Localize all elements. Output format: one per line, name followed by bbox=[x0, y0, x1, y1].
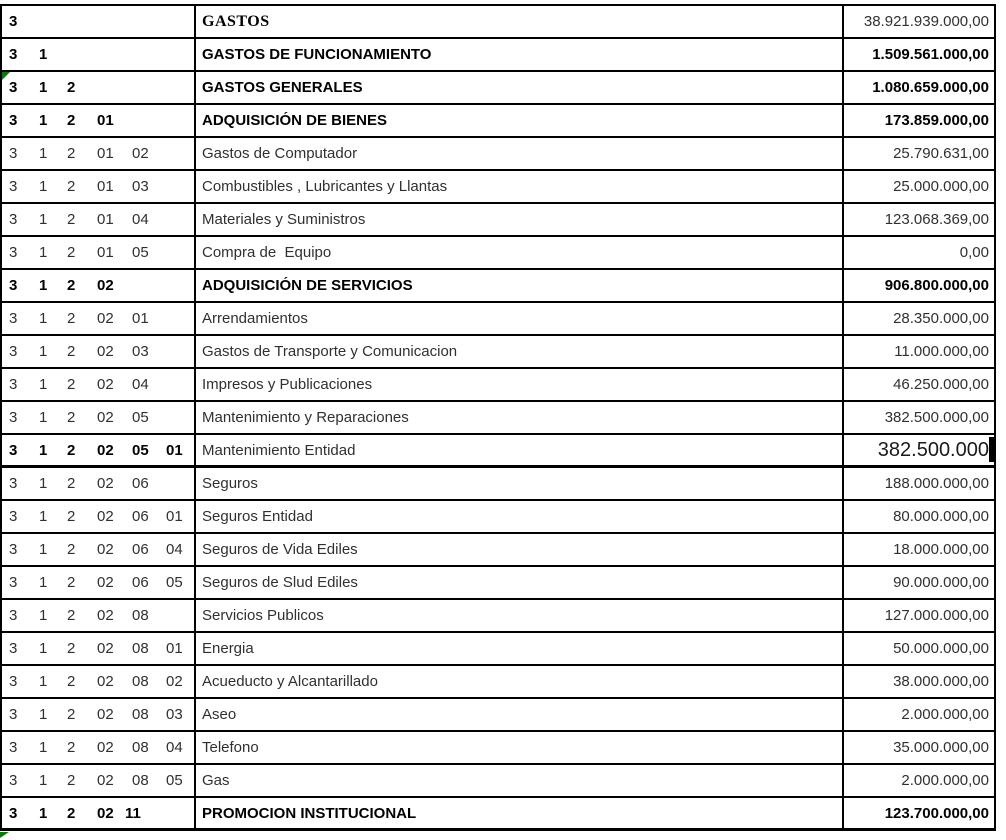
description-text: Telefono bbox=[202, 739, 259, 756]
code-segment: 1 bbox=[39, 673, 48, 690]
partial-next-row bbox=[0, 831, 992, 840]
code-segment: 06 bbox=[132, 475, 149, 492]
table-row bbox=[2, 765, 994, 798]
description-cell[interactable] bbox=[196, 600, 844, 631]
amount-text: 80.000.000,00 bbox=[893, 508, 989, 525]
code-segment: 02 bbox=[97, 409, 114, 426]
description-cell[interactable] bbox=[196, 435, 844, 465]
description-text: Combustibles , Lubricantes y Llantas bbox=[202, 178, 448, 195]
code-segment: 2 bbox=[67, 706, 76, 723]
description-text: ADQUISICIÓN DE SERVICIOS bbox=[202, 277, 413, 294]
description-cell[interactable] bbox=[196, 237, 844, 268]
code-segment: 02 bbox=[97, 541, 114, 558]
amount-cell[interactable] bbox=[844, 567, 994, 598]
code-segment: 2 bbox=[67, 475, 76, 492]
budget-table bbox=[0, 4, 996, 831]
code-segment: 02 bbox=[166, 673, 183, 690]
amount-text: 38.000.000,00 bbox=[893, 673, 989, 690]
code-segment: 3 bbox=[9, 277, 18, 294]
code-segment: 2 bbox=[67, 673, 76, 690]
code-segment: 01 bbox=[97, 244, 114, 261]
code-segment: 02 bbox=[97, 343, 114, 360]
code-segment: 1 bbox=[39, 772, 48, 789]
description-text: Mantenimiento Entidad bbox=[202, 441, 356, 459]
code-segment: 1 bbox=[39, 310, 48, 327]
code-segment: 02 bbox=[97, 607, 114, 624]
code-cell[interactable] bbox=[2, 501, 196, 532]
code-cell[interactable] bbox=[2, 435, 196, 465]
code-cell[interactable] bbox=[2, 204, 196, 235]
table-row bbox=[2, 369, 994, 402]
code-segment: 1 bbox=[39, 739, 48, 756]
description-text: Gastos de Transporte y Comunicacion bbox=[202, 343, 458, 360]
code-segment: 04 bbox=[166, 541, 183, 558]
code-segment: 2 bbox=[67, 409, 76, 426]
code-segment: 03 bbox=[132, 343, 149, 360]
code-cell[interactable] bbox=[2, 270, 196, 301]
code-cell[interactable] bbox=[2, 765, 196, 796]
code-segment: 3 bbox=[9, 541, 18, 558]
table-row bbox=[2, 468, 994, 501]
amount-text: 46.250.000,00 bbox=[893, 376, 989, 393]
code-segment: 3 bbox=[9, 13, 18, 30]
text-caret bbox=[989, 437, 994, 462]
description-text: Seguros de Slud Ediles bbox=[202, 574, 358, 591]
code-segment: 1 bbox=[39, 277, 48, 294]
amount-text: 2.000.000,00 bbox=[901, 706, 989, 723]
amount-cell[interactable] bbox=[844, 204, 994, 235]
code-cell[interactable] bbox=[2, 336, 196, 367]
code-segment: 2 bbox=[67, 112, 76, 129]
description-cell[interactable] bbox=[196, 534, 844, 565]
table-row bbox=[2, 699, 994, 732]
description-cell[interactable] bbox=[196, 72, 844, 103]
description-text: Mantenimiento y Reparaciones bbox=[202, 409, 409, 426]
amount-cell[interactable] bbox=[844, 270, 994, 301]
table-row bbox=[2, 303, 994, 336]
code-segment: 01 bbox=[166, 441, 183, 459]
table-row bbox=[2, 105, 994, 138]
code-segment: 02 bbox=[97, 475, 114, 492]
amount-text: 25.000.000,00 bbox=[893, 178, 989, 195]
description-text: Acueducto y Alcantarillado bbox=[202, 673, 378, 690]
code-segment: 02 bbox=[97, 310, 114, 327]
code-segment: 02 bbox=[97, 441, 114, 459]
code-segment: 3 bbox=[9, 574, 18, 591]
amount-cell[interactable] bbox=[844, 369, 994, 400]
description-cell[interactable] bbox=[196, 699, 844, 730]
amount-cell[interactable] bbox=[844, 600, 994, 631]
code-segment: 3 bbox=[9, 804, 18, 822]
code-segment: 11 bbox=[125, 804, 141, 822]
amount-text: 0,00 bbox=[959, 244, 989, 261]
amount-text: 11.000.000,00 bbox=[894, 343, 989, 360]
amount-text: 188.000.000,00 bbox=[884, 475, 989, 492]
amount-cell[interactable] bbox=[844, 39, 994, 70]
amount-cell[interactable] bbox=[844, 699, 994, 730]
code-segment: 2 bbox=[67, 739, 76, 756]
code-cell[interactable] bbox=[2, 369, 196, 400]
description-cell[interactable] bbox=[196, 303, 844, 334]
code-segment: 2 bbox=[67, 541, 76, 558]
amount-cell[interactable] bbox=[844, 171, 994, 202]
description-cell[interactable] bbox=[196, 468, 844, 499]
amount-text: 123.700.000,00 bbox=[884, 804, 989, 822]
amount-text: 90.000.000,00 bbox=[893, 574, 989, 591]
amount-cell[interactable] bbox=[844, 138, 994, 169]
amount-text: 382.500.000 bbox=[877, 438, 989, 461]
code-segment: 1 bbox=[39, 145, 48, 162]
code-segment: 3 bbox=[9, 640, 18, 657]
description-cell[interactable] bbox=[196, 765, 844, 796]
table-row bbox=[2, 435, 994, 468]
table-row bbox=[2, 633, 994, 666]
code-segment: 1 bbox=[39, 112, 48, 129]
description-text: Impresos y Publicaciones bbox=[202, 376, 373, 393]
code-segment: 1 bbox=[39, 804, 48, 822]
amount-cell[interactable] bbox=[844, 402, 994, 433]
amount-cell[interactable] bbox=[844, 666, 994, 697]
code-cell[interactable] bbox=[2, 39, 196, 70]
amount-text: 173.859.000,00 bbox=[884, 112, 989, 129]
table-row bbox=[2, 666, 994, 699]
code-segment: 08 bbox=[132, 607, 149, 624]
code-cell[interactable] bbox=[2, 237, 196, 268]
code-segment: 2 bbox=[67, 277, 76, 294]
code-cell[interactable] bbox=[2, 699, 196, 730]
code-cell[interactable] bbox=[2, 666, 196, 697]
code-cell[interactable] bbox=[2, 600, 196, 631]
table-row bbox=[2, 72, 994, 105]
code-cell[interactable] bbox=[2, 798, 196, 828]
table-row bbox=[2, 39, 994, 72]
description-text: GASTOS bbox=[202, 12, 270, 30]
code-cell[interactable] bbox=[2, 138, 196, 169]
code-segment: 3 bbox=[9, 673, 18, 690]
description-cell[interactable] bbox=[196, 666, 844, 697]
amount-text: 35.000.000,00 bbox=[893, 739, 989, 756]
code-segment: 06 bbox=[132, 574, 149, 591]
code-segment: 3 bbox=[9, 441, 18, 459]
code-segment: 3 bbox=[9, 376, 18, 393]
code-segment: 05 bbox=[166, 574, 183, 591]
code-segment: 02 bbox=[97, 673, 114, 690]
code-segment: 2 bbox=[67, 343, 76, 360]
code-segment: 01 bbox=[132, 310, 149, 327]
code-segment: 04 bbox=[132, 211, 149, 228]
amount-cell[interactable] bbox=[844, 6, 994, 37]
code-segment: 08 bbox=[132, 640, 149, 657]
description-cell[interactable] bbox=[196, 732, 844, 763]
code-segment: 03 bbox=[166, 706, 183, 723]
table-row bbox=[2, 732, 994, 765]
code-segment: 3 bbox=[9, 409, 18, 426]
code-cell[interactable] bbox=[2, 72, 196, 103]
code-segment: 1 bbox=[39, 79, 48, 96]
code-segment: 02 bbox=[97, 640, 114, 657]
table-row bbox=[2, 204, 994, 237]
amount-cell[interactable] bbox=[844, 765, 994, 796]
amount-cell[interactable] bbox=[844, 105, 994, 136]
code-segment: 3 bbox=[9, 244, 18, 261]
description-text: Seguros de Vida Ediles bbox=[202, 541, 358, 558]
code-segment: 3 bbox=[9, 739, 18, 756]
code-segment: 2 bbox=[67, 804, 76, 822]
amount-text: 25.790.631,00 bbox=[893, 145, 989, 162]
table-row bbox=[2, 600, 994, 633]
code-segment: 1 bbox=[39, 178, 48, 195]
code-segment: 08 bbox=[132, 772, 149, 789]
code-segment: 08 bbox=[132, 706, 149, 723]
description-cell[interactable] bbox=[196, 171, 844, 202]
description-cell[interactable] bbox=[196, 402, 844, 433]
description-text: Gas bbox=[202, 772, 230, 789]
code-segment: 05 bbox=[166, 772, 183, 789]
code-segment: 2 bbox=[67, 640, 76, 657]
amount-cell[interactable] bbox=[844, 468, 994, 499]
code-segment: 02 bbox=[97, 804, 114, 822]
amount-cell[interactable] bbox=[844, 633, 994, 664]
amount-cell[interactable] bbox=[844, 534, 994, 565]
table-row bbox=[2, 501, 994, 534]
code-segment: 3 bbox=[9, 46, 18, 63]
code-segment: 2 bbox=[67, 211, 76, 228]
amount-text: 123.068.369,00 bbox=[884, 211, 989, 228]
code-cell[interactable] bbox=[2, 567, 196, 598]
code-segment: 3 bbox=[9, 145, 18, 162]
description-text: Energia bbox=[202, 640, 254, 657]
amount-text: 1.080.659.000,00 bbox=[872, 79, 989, 96]
description-cell[interactable] bbox=[196, 369, 844, 400]
description-cell[interactable] bbox=[196, 567, 844, 598]
code-segment: 01 bbox=[97, 145, 114, 162]
code-cell[interactable] bbox=[2, 171, 196, 202]
code-segment: 03 bbox=[132, 178, 149, 195]
description-cell[interactable] bbox=[196, 270, 844, 301]
amount-cell[interactable] bbox=[844, 237, 994, 268]
code-segment: 3 bbox=[9, 112, 18, 129]
code-segment: 01 bbox=[97, 112, 114, 129]
code-segment: 06 bbox=[132, 541, 149, 558]
amount-text: 1.509.561.000,00 bbox=[872, 46, 989, 63]
amount-cell[interactable] bbox=[844, 501, 994, 532]
code-segment: 05 bbox=[132, 244, 149, 261]
code-segment: 2 bbox=[67, 178, 76, 195]
description-text: Compra de Equipo bbox=[202, 244, 332, 261]
code-segment: 1 bbox=[39, 607, 48, 624]
code-segment: 2 bbox=[67, 508, 76, 525]
code-segment: 02 bbox=[97, 739, 114, 756]
table-row bbox=[2, 567, 994, 600]
description-cell[interactable] bbox=[196, 501, 844, 532]
code-segment: 2 bbox=[67, 441, 76, 459]
description-cell[interactable] bbox=[196, 6, 844, 37]
table-row bbox=[2, 270, 994, 303]
comment-marker-icon bbox=[2, 72, 10, 80]
code-segment: 02 bbox=[97, 574, 114, 591]
code-segment: 3 bbox=[9, 310, 18, 327]
code-segment: 01 bbox=[166, 640, 183, 657]
amount-cell[interactable] bbox=[844, 798, 994, 828]
description-text: GASTOS GENERALES bbox=[202, 79, 363, 96]
code-segment: 3 bbox=[9, 178, 18, 195]
code-segment: 02 bbox=[97, 508, 114, 525]
description-cell[interactable] bbox=[196, 633, 844, 664]
amount-text: 28.350.000,00 bbox=[893, 310, 989, 327]
code-segment: 01 bbox=[97, 178, 114, 195]
code-cell[interactable] bbox=[2, 534, 196, 565]
code-segment: 3 bbox=[9, 211, 18, 228]
amount-text: 2.000.000,00 bbox=[901, 772, 989, 789]
code-segment: 04 bbox=[166, 739, 183, 756]
code-cell[interactable] bbox=[2, 402, 196, 433]
code-segment: 02 bbox=[132, 145, 149, 162]
code-segment: 2 bbox=[67, 145, 76, 162]
code-segment: 1 bbox=[39, 574, 48, 591]
description-cell[interactable] bbox=[196, 336, 844, 367]
code-cell[interactable] bbox=[2, 303, 196, 334]
code-segment: 04 bbox=[132, 376, 149, 393]
description-cell[interactable] bbox=[196, 798, 844, 828]
description-text: Gastos de Computador bbox=[202, 145, 358, 162]
code-segment: 2 bbox=[67, 310, 76, 327]
code-segment: 1 bbox=[39, 441, 48, 459]
code-segment: 1 bbox=[39, 244, 48, 261]
code-segment: 08 bbox=[132, 673, 149, 690]
code-segment: 01 bbox=[166, 508, 183, 525]
code-segment: 2 bbox=[67, 376, 76, 393]
description-text: Seguros Entidad bbox=[202, 508, 313, 525]
amount-text: 38.921.939.000,00 bbox=[863, 13, 989, 30]
table-row bbox=[2, 534, 994, 567]
code-cell[interactable] bbox=[2, 468, 196, 499]
table-row bbox=[2, 171, 994, 204]
code-segment: 1 bbox=[39, 409, 48, 426]
table-row bbox=[2, 402, 994, 435]
code-segment: 1 bbox=[39, 46, 48, 63]
amount-cell-editing[interactable] bbox=[844, 435, 994, 465]
description-text: ADQUISICIÓN DE BIENES bbox=[202, 112, 388, 129]
table-row bbox=[2, 336, 994, 369]
table-row bbox=[2, 237, 994, 270]
code-cell[interactable] bbox=[2, 6, 196, 37]
description-cell[interactable] bbox=[196, 39, 844, 70]
amount-cell[interactable] bbox=[844, 303, 994, 334]
code-segment: 3 bbox=[9, 772, 18, 789]
amount-text: 127.000.000,00 bbox=[884, 607, 989, 624]
code-segment: 1 bbox=[39, 475, 48, 492]
amount-cell[interactable] bbox=[844, 336, 994, 367]
code-segment: 06 bbox=[132, 508, 149, 525]
code-cell[interactable] bbox=[2, 105, 196, 136]
code-segment: 08 bbox=[132, 739, 149, 756]
amount-cell[interactable] bbox=[844, 732, 994, 763]
description-cell[interactable] bbox=[196, 204, 844, 235]
code-segment: 02 bbox=[97, 376, 114, 393]
code-segment: 1 bbox=[39, 211, 48, 228]
amount-text: 18.000.000,00 bbox=[893, 541, 989, 558]
code-segment: 3 bbox=[9, 607, 18, 624]
code-segment: 2 bbox=[67, 574, 76, 591]
code-segment: 2 bbox=[67, 772, 76, 789]
table-row bbox=[2, 6, 994, 39]
code-segment: 1 bbox=[39, 706, 48, 723]
code-segment: 1 bbox=[39, 508, 48, 525]
table-row bbox=[2, 138, 994, 171]
description-text: Arrendamientos bbox=[202, 310, 308, 327]
code-segment: 2 bbox=[67, 607, 76, 624]
code-segment: 3 bbox=[9, 79, 18, 96]
code-cell[interactable] bbox=[2, 633, 196, 664]
description-text: Seguros bbox=[202, 475, 258, 492]
code-segment: 02 bbox=[97, 772, 114, 789]
comment-marker-icon bbox=[0, 832, 9, 838]
amount-cell[interactable] bbox=[844, 72, 994, 103]
amount-text: 50.000.000,00 bbox=[893, 640, 989, 657]
description-text: PROMOCION INSTITUCIONAL bbox=[202, 804, 417, 822]
amount-text: 382.500.000,00 bbox=[884, 409, 989, 426]
code-segment: 2 bbox=[67, 244, 76, 261]
code-segment: 1 bbox=[39, 376, 48, 393]
code-segment: 3 bbox=[9, 508, 18, 525]
code-segment: 1 bbox=[39, 640, 48, 657]
code-segment: 3 bbox=[9, 475, 18, 492]
code-segment: 2 bbox=[67, 79, 76, 96]
amount-text: 906.800.000,00 bbox=[884, 277, 989, 294]
description-cell[interactable] bbox=[196, 138, 844, 169]
code-cell[interactable] bbox=[2, 732, 196, 763]
code-segment: 05 bbox=[132, 441, 149, 459]
code-segment: 05 bbox=[132, 409, 149, 426]
description-cell[interactable] bbox=[196, 105, 844, 136]
code-segment: 1 bbox=[39, 541, 48, 558]
code-segment: 1 bbox=[39, 343, 48, 360]
code-segment: 01 bbox=[97, 211, 114, 228]
code-segment: 3 bbox=[9, 343, 18, 360]
description-text: Servicios Publicos bbox=[202, 607, 324, 624]
code-segment: 02 bbox=[97, 706, 114, 723]
description-text: Materiales y Suministros bbox=[202, 211, 366, 228]
table-row bbox=[2, 798, 994, 831]
description-text: Aseo bbox=[202, 706, 237, 723]
code-segment: 02 bbox=[97, 277, 114, 294]
code-segment: 3 bbox=[9, 706, 18, 723]
description-text: GASTOS DE FUNCIONAMIENTO bbox=[202, 46, 432, 63]
